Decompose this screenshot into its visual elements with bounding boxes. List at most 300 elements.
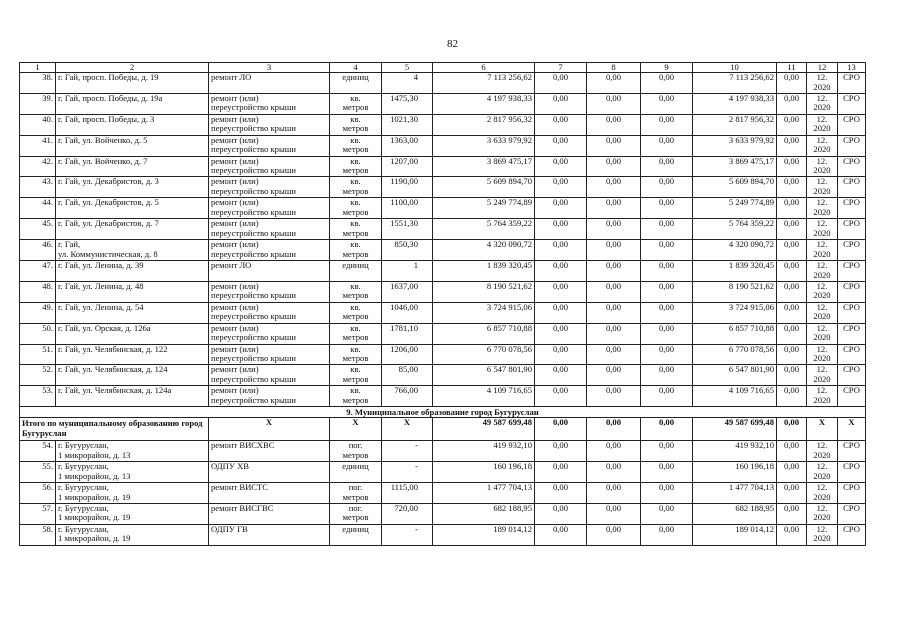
work-type-cell — [209, 524, 330, 545]
contractor-cell: СРО — [838, 261, 866, 282]
col11-cell: 0,00 — [777, 365, 807, 386]
quantity-cell: 1207,00 — [382, 156, 433, 177]
total-cost-cell: 1 477 704,13 — [433, 483, 535, 504]
col7-cell: 0,00 — [535, 386, 587, 407]
col7-cell: 0,00 — [535, 93, 587, 114]
work-type-cell-line: ремонт (или) — [211, 364, 259, 375]
address-cell-line: г. Гай, ул. Декабристов, д. 3 — [58, 176, 159, 187]
address-cell — [56, 114, 209, 135]
unit-cell — [330, 281, 382, 302]
contractor-cell: СРО — [838, 483, 866, 504]
col10-cell: 6 857 710,88 — [693, 323, 777, 344]
work-type-cell-line: переустройство крыши — [211, 206, 296, 217]
work-type-cell-line: переустройство крыши — [211, 227, 296, 238]
col9-cell: 0,00 — [641, 524, 693, 545]
table-row — [20, 441, 866, 462]
col7-cell: 0,00 — [535, 483, 587, 504]
row-number: 55. — [20, 462, 56, 483]
total-col8: 0,00 — [587, 418, 641, 441]
total-label: Итого по муниципальному образованию город Бугуруслан — [20, 418, 209, 441]
work-type-cell-line: ОДПУ ГВ — [211, 524, 248, 534]
col9-cell: 0,00 — [641, 503, 693, 524]
quantity-cell: 1190,00 — [382, 177, 433, 198]
table-body — [20, 63, 866, 546]
work-type-cell-line: ОДПУ ХВ — [211, 461, 250, 472]
work-type-cell-line: переустройство крыши — [211, 332, 296, 343]
contractor-cell: СРО — [838, 302, 866, 323]
table-row — [20, 524, 866, 545]
total-cost-cell: 419 932,10 — [433, 441, 535, 462]
unit-cell — [330, 156, 382, 177]
deadline-cell-line: 12. — [816, 156, 828, 166]
col9-cell: 0,00 — [641, 177, 693, 198]
row-number: 57. — [20, 503, 56, 524]
address-cell-line: 1 микрорайон, д. 13 — [58, 449, 131, 460]
col8-cell: 0,00 — [587, 93, 641, 114]
unit-cell — [330, 503, 382, 524]
col7-cell: 0,00 — [535, 503, 587, 524]
contractor-cell: СРО — [838, 177, 866, 198]
total-cost-cell: 6 857 710,88 — [433, 323, 535, 344]
deadline-cell-line: 2020 — [813, 470, 831, 481]
work-type-cell-line: ремонт ВИСТС — [211, 482, 269, 493]
col11-cell: 0,00 — [777, 93, 807, 114]
address-cell-line: г. Бугуруслан, — [58, 461, 109, 472]
deadline-cell-line: 12. — [816, 281, 828, 291]
total-cost-cell: 5 249 774,89 — [433, 198, 535, 219]
address-cell — [56, 73, 209, 94]
unit-cell-line: кв. — [350, 218, 361, 229]
deadline-cell-line: 12. — [816, 93, 828, 103]
col8-cell: 0,00 — [587, 73, 641, 94]
row-number: 58. — [20, 524, 56, 545]
total-cost-cell: 160 196,18 — [433, 462, 535, 483]
work-type-cell — [209, 281, 330, 302]
row-number: 47. — [20, 261, 56, 282]
row-number: 38. — [20, 73, 56, 94]
deadline-cell — [807, 114, 838, 135]
address-cell-line: 1 микрорайон, д. 13 — [58, 470, 131, 481]
col10-cell: 4 197 938,33 — [693, 93, 777, 114]
unit-cell — [330, 135, 382, 156]
table-row — [20, 302, 866, 323]
work-type-cell-line: ремонт ВИСХВС — [211, 440, 275, 451]
total-col12: X — [807, 418, 838, 441]
unit-cell-line: кв. — [350, 323, 361, 333]
col11-cell: 0,00 — [777, 323, 807, 344]
col7-cell: 0,00 — [535, 177, 587, 198]
col10-cell: 6 547 801,90 — [693, 365, 777, 386]
address-cell-line: г. Гай, ул. Ленина, д. 54 — [58, 302, 144, 312]
col11-cell: 0,00 — [777, 219, 807, 240]
contractor-cell: СРО — [838, 524, 866, 545]
address-cell — [56, 177, 209, 198]
work-type-cell-line: переустройство крыши — [211, 394, 296, 405]
table-row — [20, 503, 866, 524]
address-cell-line: г. Гай, ул. Орская, д. 126а — [58, 323, 151, 333]
header-col-8: 8 — [587, 63, 641, 73]
unit-cell — [330, 462, 382, 483]
col9-cell: 0,00 — [641, 261, 693, 282]
col8-cell: 0,00 — [587, 462, 641, 483]
deadline-cell — [807, 156, 838, 177]
col7-cell: 0,00 — [535, 73, 587, 94]
deadline-cell-line: 12. — [816, 218, 828, 229]
work-type-cell — [209, 441, 330, 462]
work-type-cell-line: переустройство крыши — [211, 144, 296, 155]
unit-cell-line: кв. — [350, 135, 361, 145]
deadline-cell — [807, 198, 838, 219]
col10-cell: 3 724 915,06 — [693, 302, 777, 323]
unit-cell-line: метров — [342, 512, 369, 523]
total-cost-cell: 8 190 521,62 — [433, 281, 535, 302]
col8-cell: 0,00 — [587, 219, 641, 240]
row-number: 41. — [20, 135, 56, 156]
work-type-cell-line: переустройство крыши — [211, 185, 296, 196]
total-col13: X — [838, 418, 866, 441]
quantity-cell: 1206,00 — [382, 344, 433, 365]
deadline-cell-line: 12. — [816, 503, 828, 513]
unit-cell-line: пог. — [348, 440, 363, 451]
deadline-cell-line: 2020 — [813, 81, 831, 92]
row-number: 46. — [20, 240, 56, 261]
contractor-cell: СРО — [838, 503, 866, 524]
deadline-cell — [807, 462, 838, 483]
unit-cell-line: метров — [342, 123, 369, 134]
table-row — [20, 323, 866, 344]
work-type-cell — [209, 198, 330, 219]
col10-cell: 4 109 716,65 — [693, 386, 777, 407]
address-cell — [56, 219, 209, 240]
row-number: 40. — [20, 114, 56, 135]
work-type-cell-line: ремонт (или) — [211, 176, 259, 187]
row-number: 43. — [20, 177, 56, 198]
deadline-cell-line: 12. — [816, 461, 828, 472]
col10-cell: 2 817 956,32 — [693, 114, 777, 135]
contractor-cell: СРО — [838, 135, 866, 156]
col11-cell: 0,00 — [777, 483, 807, 504]
unit-cell-line: пог. — [348, 482, 363, 493]
work-type-cell — [209, 323, 330, 344]
address-cell — [56, 503, 209, 524]
work-type-cell-line: ремонт (или) — [211, 281, 259, 291]
quantity-cell: 85,00 — [382, 365, 433, 386]
deadline-cell — [807, 344, 838, 365]
deadline-cell-line: 2020 — [813, 123, 831, 134]
col7-cell: 0,00 — [535, 344, 587, 365]
address-cell-line: г. Гай, ул. Декабристов, д. 5 — [58, 197, 159, 208]
col10-cell: 5 764 359,22 — [693, 219, 777, 240]
quantity-cell: 766,00 — [382, 386, 433, 407]
address-cell-line: г. Гай, ул. Декабристов, д. 7 — [58, 218, 159, 229]
quantity-cell: 1100,00 — [382, 198, 433, 219]
deadline-cell-line: 2020 — [813, 206, 831, 217]
deadline-cell-line: 2020 — [813, 144, 831, 155]
address-cell — [56, 281, 209, 302]
unit-cell-line: метров — [342, 206, 369, 217]
contractor-cell: СРО — [838, 323, 866, 344]
col7-cell: 0,00 — [535, 114, 587, 135]
total-col11: 0,00 — [777, 418, 807, 441]
col9-cell: 0,00 — [641, 441, 693, 462]
unit-cell — [330, 483, 382, 504]
total-cost-cell: 2 817 956,32 — [433, 114, 535, 135]
unit-cell — [330, 261, 382, 282]
col11-cell: 0,00 — [777, 441, 807, 462]
work-type-cell — [209, 73, 330, 94]
deadline-cell-line: 12. — [816, 385, 828, 396]
work-type-cell — [209, 386, 330, 407]
col9-cell: 0,00 — [641, 93, 693, 114]
address-cell — [56, 524, 209, 545]
unit-cell-line: метров — [342, 227, 369, 238]
address-cell — [56, 156, 209, 177]
work-type-cell-line: ремонт (или) — [211, 344, 259, 354]
work-type-cell-line: ремонт (или) — [211, 218, 259, 229]
col8-cell: 0,00 — [587, 177, 641, 198]
header-col-12: 12 — [807, 63, 838, 73]
col7-cell: 0,00 — [535, 302, 587, 323]
address-cell-line: г. Гай, ул. Челябинская, д. 124 — [58, 364, 168, 375]
unit-cell-line: метров — [342, 449, 369, 460]
work-type-cell-line: ремонт (или) — [211, 302, 259, 312]
col11-cell: 0,00 — [777, 503, 807, 524]
address-cell — [56, 261, 209, 282]
address-cell-line: г. Бугуруслан, — [58, 524, 109, 534]
col10-cell: 4 320 090,72 — [693, 240, 777, 261]
unit-cell — [330, 441, 382, 462]
deadline-cell-line: 12. — [816, 323, 828, 333]
total-cost-cell: 682 188,95 — [433, 503, 535, 524]
col11-cell: 0,00 — [777, 135, 807, 156]
col9-cell: 0,00 — [641, 302, 693, 323]
column-number-header — [20, 63, 866, 73]
col8-cell: 0,00 — [587, 261, 641, 282]
deadline-cell — [807, 483, 838, 504]
col7-cell: 0,00 — [535, 462, 587, 483]
work-type-cell — [209, 240, 330, 261]
address-cell-line: г. Бугуруслан, — [58, 440, 109, 451]
col8-cell: 0,00 — [587, 281, 641, 302]
col10-cell: 6 770 078,56 — [693, 344, 777, 365]
work-type-cell — [209, 462, 330, 483]
work-type-cell-line: ремонт ЛО — [211, 72, 252, 82]
col9-cell: 0,00 — [641, 156, 693, 177]
col11-cell: 0,00 — [777, 524, 807, 545]
col8-cell: 0,00 — [587, 198, 641, 219]
work-type-cell-line: переустройство крыши — [211, 102, 296, 113]
total-cost-cell: 4 320 090,72 — [433, 240, 535, 261]
unit-cell-line: кв. — [350, 93, 361, 103]
total-cost-cell: 4 109 716,65 — [433, 386, 535, 407]
quantity-cell: 1 — [382, 261, 433, 282]
header-col-6: 6 — [433, 63, 535, 73]
col11-cell: 0,00 — [777, 302, 807, 323]
address-cell — [56, 135, 209, 156]
quantity-cell: 1637,00 — [382, 281, 433, 302]
address-cell — [56, 302, 209, 323]
col8-cell: 0,00 — [587, 524, 641, 545]
work-type-cell-line: переустройство крыши — [211, 290, 296, 301]
quantity-cell: - — [382, 462, 433, 483]
work-type-cell — [209, 344, 330, 365]
work-type-cell-line: переустройство крыши — [211, 353, 296, 364]
unit-cell-line: метров — [342, 165, 369, 176]
unit-cell-line: метров — [342, 144, 369, 155]
deadline-cell — [807, 177, 838, 198]
deadline-cell — [807, 365, 838, 386]
row-number: 53. — [20, 386, 56, 407]
header-col-11: 11 — [777, 63, 807, 73]
col9-cell: 0,00 — [641, 483, 693, 504]
unit-cell-line: метров — [342, 394, 369, 405]
work-type-cell-line: ремонт (или) — [211, 135, 259, 145]
col7-cell: 0,00 — [535, 441, 587, 462]
col10-cell: 189 014,12 — [693, 524, 777, 545]
address-cell — [56, 441, 209, 462]
header-col-5: 5 — [382, 63, 433, 73]
section-title-row — [20, 407, 866, 418]
deadline-cell — [807, 240, 838, 261]
address-cell — [56, 386, 209, 407]
address-cell — [56, 483, 209, 504]
total-col5: X — [382, 418, 433, 441]
header-col-9: 9 — [641, 63, 693, 73]
unit-cell — [330, 365, 382, 386]
address-cell — [56, 93, 209, 114]
col7-cell: 0,00 — [535, 156, 587, 177]
deadline-cell-line: 2020 — [813, 449, 831, 460]
address-cell — [56, 198, 209, 219]
col8-cell: 0,00 — [587, 503, 641, 524]
work-type-cell-line: ремонт (или) — [211, 239, 259, 250]
unit-cell-line: кв. — [350, 114, 361, 124]
col8-cell: 0,00 — [587, 386, 641, 407]
row-number: 39. — [20, 93, 56, 114]
total-cost-cell: 6 547 801,90 — [433, 365, 535, 386]
quantity-cell: 1475,30 — [382, 93, 433, 114]
deadline-cell-line: 2020 — [813, 373, 831, 384]
col7-cell: 0,00 — [535, 281, 587, 302]
address-cell-line: 1 микрорайон, д. 19 — [58, 533, 131, 544]
work-type-cell — [209, 114, 330, 135]
col11-cell: 0,00 — [777, 386, 807, 407]
address-cell-line: 1 микрорайон, д. 19 — [58, 512, 131, 523]
work-type-cell-line: ремонт (или) — [211, 385, 259, 396]
header-col-10: 10 — [693, 63, 777, 73]
total-cost-cell: 7 113 256,62 — [433, 73, 535, 94]
row-number: 54. — [20, 441, 56, 462]
col7-cell: 0,00 — [535, 524, 587, 545]
row-number: 48. — [20, 281, 56, 302]
table-row — [20, 219, 866, 240]
row-number: 42. — [20, 156, 56, 177]
address-cell — [56, 240, 209, 261]
total-col9: 0,00 — [641, 418, 693, 441]
col9-cell: 0,00 — [641, 386, 693, 407]
deadline-cell-line: 2020 — [813, 185, 831, 196]
unit-cell-line: кв. — [350, 156, 361, 166]
header-col-13: 13 — [838, 63, 866, 73]
total-cost-cell: 5 609 894,70 — [433, 177, 535, 198]
col9-cell: 0,00 — [641, 462, 693, 483]
table-row — [20, 483, 866, 504]
total-cost-cell: 3 633 979,92 — [433, 135, 535, 156]
address-cell-line: г. Гай, ул. Челябинская, д. 122 — [58, 344, 168, 354]
deadline-cell-line: 2020 — [813, 248, 831, 259]
deadline-cell-line: 2020 — [813, 512, 831, 523]
col7-cell: 0,00 — [535, 219, 587, 240]
address-cell-line: 1 микрорайон, д. 19 — [58, 491, 131, 502]
work-type-cell — [209, 93, 330, 114]
quantity-cell: - — [382, 441, 433, 462]
address-cell — [56, 462, 209, 483]
total-cost-cell: 189 014,12 — [433, 524, 535, 545]
unit-cell-line: метров — [342, 373, 369, 384]
total-cost-cell: 6 770 078,56 — [433, 344, 535, 365]
table-row — [20, 240, 866, 261]
col10-cell: 1 839 320,45 — [693, 261, 777, 282]
unit-cell-line: метров — [342, 185, 369, 196]
deadline-cell-line: 2020 — [813, 491, 831, 502]
col10-cell: 160 196,18 — [693, 462, 777, 483]
work-type-cell — [209, 135, 330, 156]
contractor-cell: СРО — [838, 198, 866, 219]
deadline-cell-line: 12. — [816, 440, 828, 451]
deadline-cell-line: 12. — [816, 302, 828, 312]
col10-cell: 5 249 774,89 — [693, 198, 777, 219]
deadline-cell-line: 12. — [816, 135, 828, 145]
col8-cell: 0,00 — [587, 156, 641, 177]
work-type-cell-line: ремонт (или) — [211, 197, 259, 208]
work-type-cell — [209, 483, 330, 504]
work-type-cell — [209, 365, 330, 386]
deadline-cell-line: 2020 — [813, 332, 831, 343]
unit-cell-line: метров — [342, 353, 369, 364]
col8-cell: 0,00 — [587, 365, 641, 386]
header-col-3: 3 — [209, 63, 330, 73]
table-row — [20, 344, 866, 365]
deadline-cell-line: 2020 — [813, 165, 831, 176]
col9-cell: 0,00 — [641, 219, 693, 240]
work-type-cell-line: переустройство крыши — [211, 311, 296, 322]
row-number: 49. — [20, 302, 56, 323]
col7-cell: 0,00 — [535, 365, 587, 386]
col10-cell: 682 188,95 — [693, 503, 777, 524]
row-number: 44. — [20, 198, 56, 219]
work-type-cell-line: переустройство крыши — [211, 165, 296, 176]
col11-cell: 0,00 — [777, 177, 807, 198]
total-col10: 49 587 699,48 — [693, 418, 777, 441]
quantity-cell: 1021,30 — [382, 114, 433, 135]
address-cell — [56, 344, 209, 365]
unit-cell-line: метров — [342, 311, 369, 322]
row-number: 51. — [20, 344, 56, 365]
deadline-cell-line: 12. — [816, 197, 828, 208]
quantity-cell: 720,00 — [382, 503, 433, 524]
work-type-cell-line: переустройство крыши — [211, 123, 296, 134]
address-cell — [56, 323, 209, 344]
total-col4: X — [330, 418, 382, 441]
contractor-cell: СРО — [838, 93, 866, 114]
address-cell-line: г. Бугуруслан, — [58, 503, 109, 513]
unit-cell-line: кв. — [350, 281, 361, 291]
table-row — [20, 93, 866, 114]
unit-cell-line: единиц — [342, 461, 369, 472]
address-cell — [56, 365, 209, 386]
col8-cell: 0,00 — [587, 114, 641, 135]
deadline-cell-line: 2020 — [813, 353, 831, 364]
